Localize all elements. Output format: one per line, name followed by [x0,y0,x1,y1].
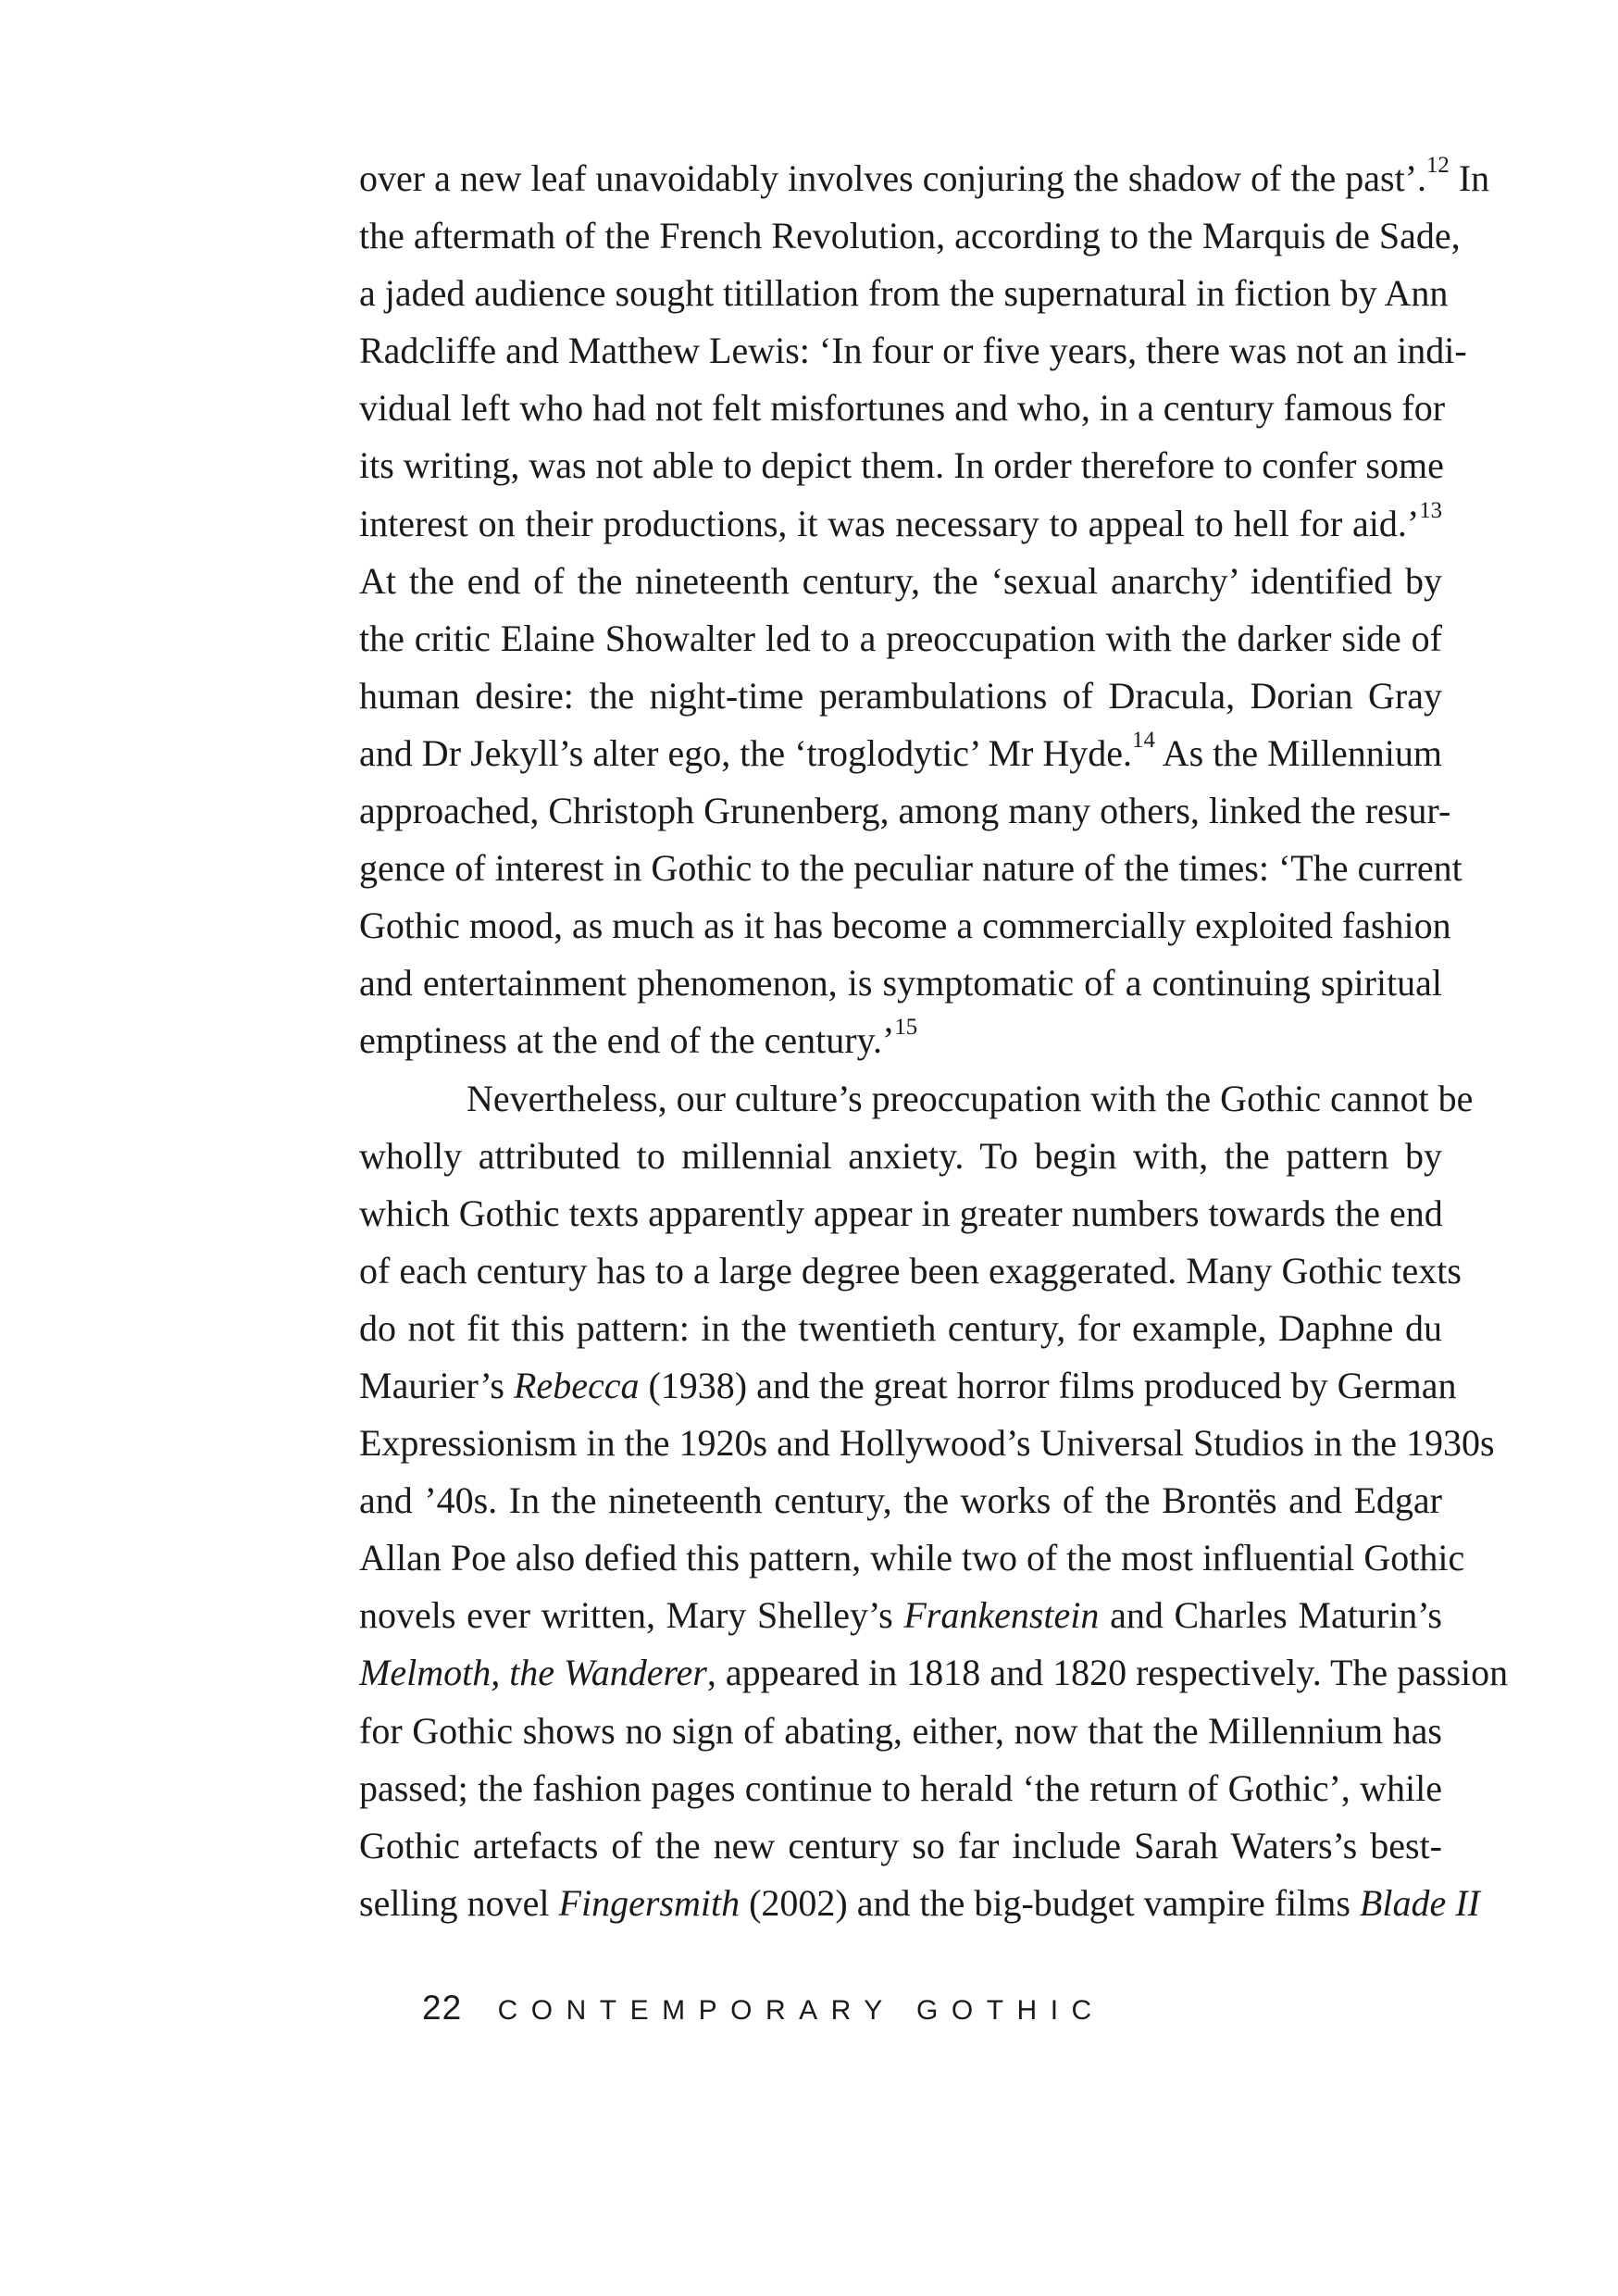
text-line [359,150,1490,207]
text-run: At the end of the nineteenth century, the ‘sexual anarchy’ identified by [359,559,1442,602]
text-run: vidual left who had not felt misfortunes and who, in a century famous for [359,387,1446,430]
text-line [359,1070,1474,1128]
text-run: a jaded audience sought titillation from the supernatural in fiction by Ann [359,272,1449,315]
text-run: which Gothic texts apparently appear in greater numbers towards the end [359,1192,1443,1234]
text-line [359,1587,1442,1644]
text-line [359,610,1442,668]
text-line [359,1644,1509,1702]
footnote-marker: 14 [1132,728,1155,754]
running-head: CONTEMPORARY GOTHIC [497,1995,1105,2026]
text-run: approached, Christoph Grunenberg, among many others, linked the resur- [359,790,1451,832]
text-line [359,725,1442,782]
text-run: , appeared in 1818 and 1820 respectively. The passion [706,1652,1509,1694]
text-line [359,782,1451,840]
text-line [359,1357,1457,1415]
text-run: and ’40s. In the nineteenth century, the works of the Brontës and Edgar [359,1479,1442,1522]
text-line [359,380,1446,437]
text-run: wholly attributed to millennial anxiety. To begin with, the pattern by [359,1134,1442,1177]
text-line [359,207,1461,265]
text-line [359,322,1467,380]
paragraph-2 [359,1070,1509,1932]
text-line [359,1875,1480,1932]
footnote-marker: 13 [1419,497,1442,523]
text-run: for Gothic shows no sign of abating, either, now that the Millennium has [359,1709,1442,1752]
text-run: Expressionism in the 1920s and Hollywood’s Universal Studios in the 1930s [359,1422,1495,1465]
text-line [359,1128,1442,1185]
footnote-marker: 12 [1426,153,1450,179]
italic-title: Blade II [1359,1881,1480,1924]
text-run: and Charles Maturin’s [1099,1594,1442,1637]
text-run: As the Millennium [1154,731,1443,774]
text-run: novels ever written, Mary Shelley’s [359,1594,904,1637]
text-run: passed; the fashion pages continue to herald ‘the return of Gothic’, while [359,1766,1442,1809]
text-run: and Dr Jekyll’s alter ego, the ‘troglodytic’ Mr Hyde. [359,731,1133,774]
text-run: emptiness at the end of the century.’ [359,1019,895,1062]
text-line [359,1760,1442,1817]
text-line [359,1242,1462,1300]
text-run: its writing, was not able to depict them. In order therefore to confer some [359,444,1444,487]
text-line [359,1817,1442,1875]
text-line [359,955,1442,1012]
text-line [359,1472,1442,1529]
text-line [359,1185,1442,1242]
text-run: In [1449,157,1490,199]
text-run: of each century has to a large degree been exaggerated. Many Gothic texts [359,1249,1462,1292]
text-line [359,553,1442,610]
page-number: 22 [422,1989,463,2027]
page-footer [422,1989,1105,2028]
text-run: (1938) and the great horror films produced by German [639,1364,1457,1406]
text-line [359,265,1449,322]
text-run: do not fit this pattern: in the twentieth century, for example, Daphne du [359,1306,1442,1349]
italic-title: Rebecca [514,1364,640,1406]
text-line [359,437,1442,494]
text-run: selling novel [359,1881,559,1924]
text-line [359,1012,1442,1069]
italic-title: Melmoth, the Wanderer [359,1652,707,1694]
text-line [359,668,1442,725]
text-line [359,1300,1442,1357]
text-line [359,1415,1495,1472]
text-run: over a new leaf unavoidably involves conjuring the shadow of the past’. [359,157,1427,199]
text-line [359,1703,1442,1760]
text-run: Allan Poe also defied this pattern, while two of the most influential Gothic [359,1537,1465,1579]
text-run: gence of interest in Gothic to the peculiar nature of the times: ‘The current [359,847,1462,890]
italic-title: Fingersmith [558,1881,741,1924]
text-run: human desire: the night-time perambulations of Dracula, Dorian Gray [359,674,1442,717]
text-run: Gothic artefacts of the new century so far include Sarah Waters’s best- [359,1824,1442,1866]
italic-title: Frankenstein [903,1594,1100,1637]
footnote-marker: 15 [894,1015,918,1041]
text-run: Radcliffe and Matthew Lewis: ‘In four or five years, there was not an indi- [359,330,1467,372]
text-run: (2002) and the big-budget vampire films [740,1881,1360,1924]
text-line [359,897,1451,955]
text-line [359,840,1462,897]
paragraph-1 [359,150,1490,1070]
text-run: the critic Elaine Showalter led to a preoccupation with the darker side of [359,617,1442,659]
text-run: and entertainment phenomenon, is symptomatic of a continuing spiritual [359,962,1442,1004]
text-line [359,1529,1465,1587]
text-run: Gothic mood, as much as it has become a commercially exploited fashion [359,905,1451,947]
text-run: the aftermath of the French Revolution, according to the Marquis de Sade, [359,215,1461,257]
text-run: Maurier’s [359,1364,514,1406]
text-run: Nevertheless, our culture’s preoccupation with the Gothic cannot be [467,1077,1474,1119]
body-text [359,150,1509,1932]
text-line [359,495,1442,553]
text-run: interest on their productions, it was necessary to appeal to hell for aid.’ [359,502,1420,544]
